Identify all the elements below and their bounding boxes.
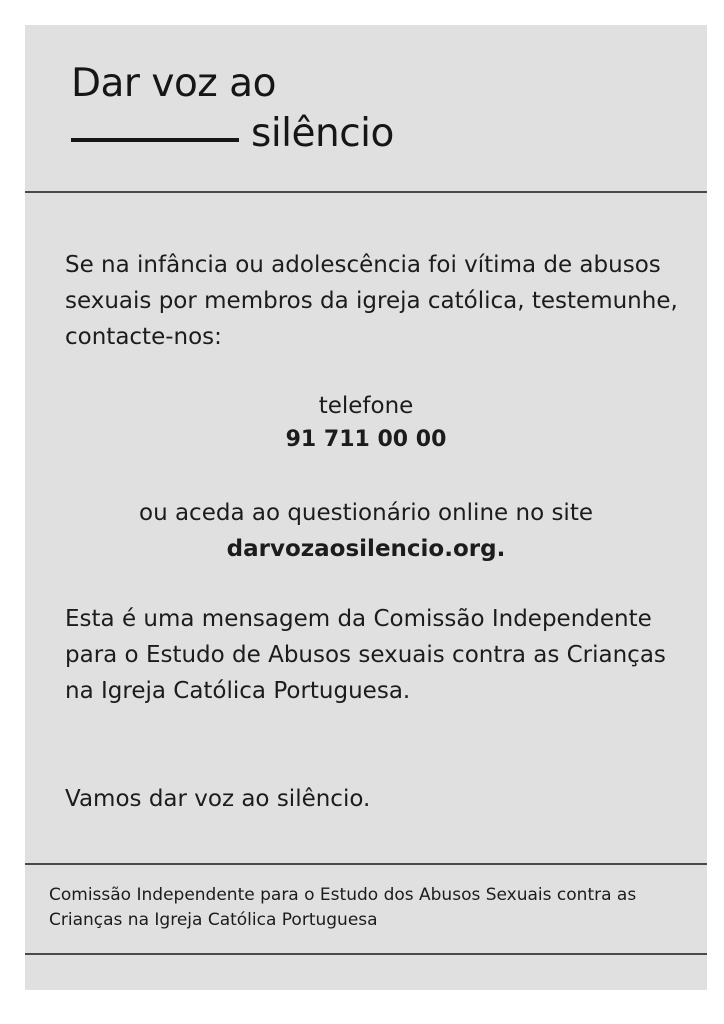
phone-label: telefone bbox=[318, 393, 414, 419]
phone-number: 91 711 00 00 bbox=[285, 427, 447, 452]
closing-line: Vamos dar voz ao silêncio. bbox=[65, 786, 371, 812]
title-line-2-row bbox=[71, 109, 394, 159]
footer-divider-top bbox=[25, 863, 707, 865]
header-divider bbox=[25, 191, 707, 193]
website-link[interactable]: darvozaosilencio.org. bbox=[226, 536, 506, 562]
footer-divider-bottom bbox=[25, 953, 707, 955]
poster-title bbox=[71, 59, 394, 159]
commission-message: Esta é uma mensagem da Comissão Independente para o Estudo de Abusos sexuais contra as Crianças na Igreja Católica Portuguesa. bbox=[65, 606, 666, 704]
footer-organization: Comissão Independente para o Estudo dos Abusos Sexuais contra as Crianças na Igreja Católica Portuguesa bbox=[49, 885, 637, 930]
intro-paragraph: Se na infância ou adolescência foi vítima de abusos sexuais por membros da igreja católica, testemunhe, contacte-nos: bbox=[65, 252, 678, 350]
poster bbox=[25, 25, 707, 990]
online-questionnaire-label: ou aceda ao questionário online no site bbox=[139, 500, 593, 526]
title-line-1: Dar voz ao bbox=[71, 61, 276, 106]
title-underline-rule bbox=[71, 138, 239, 142]
title-line-2: silêncio bbox=[251, 111, 394, 156]
